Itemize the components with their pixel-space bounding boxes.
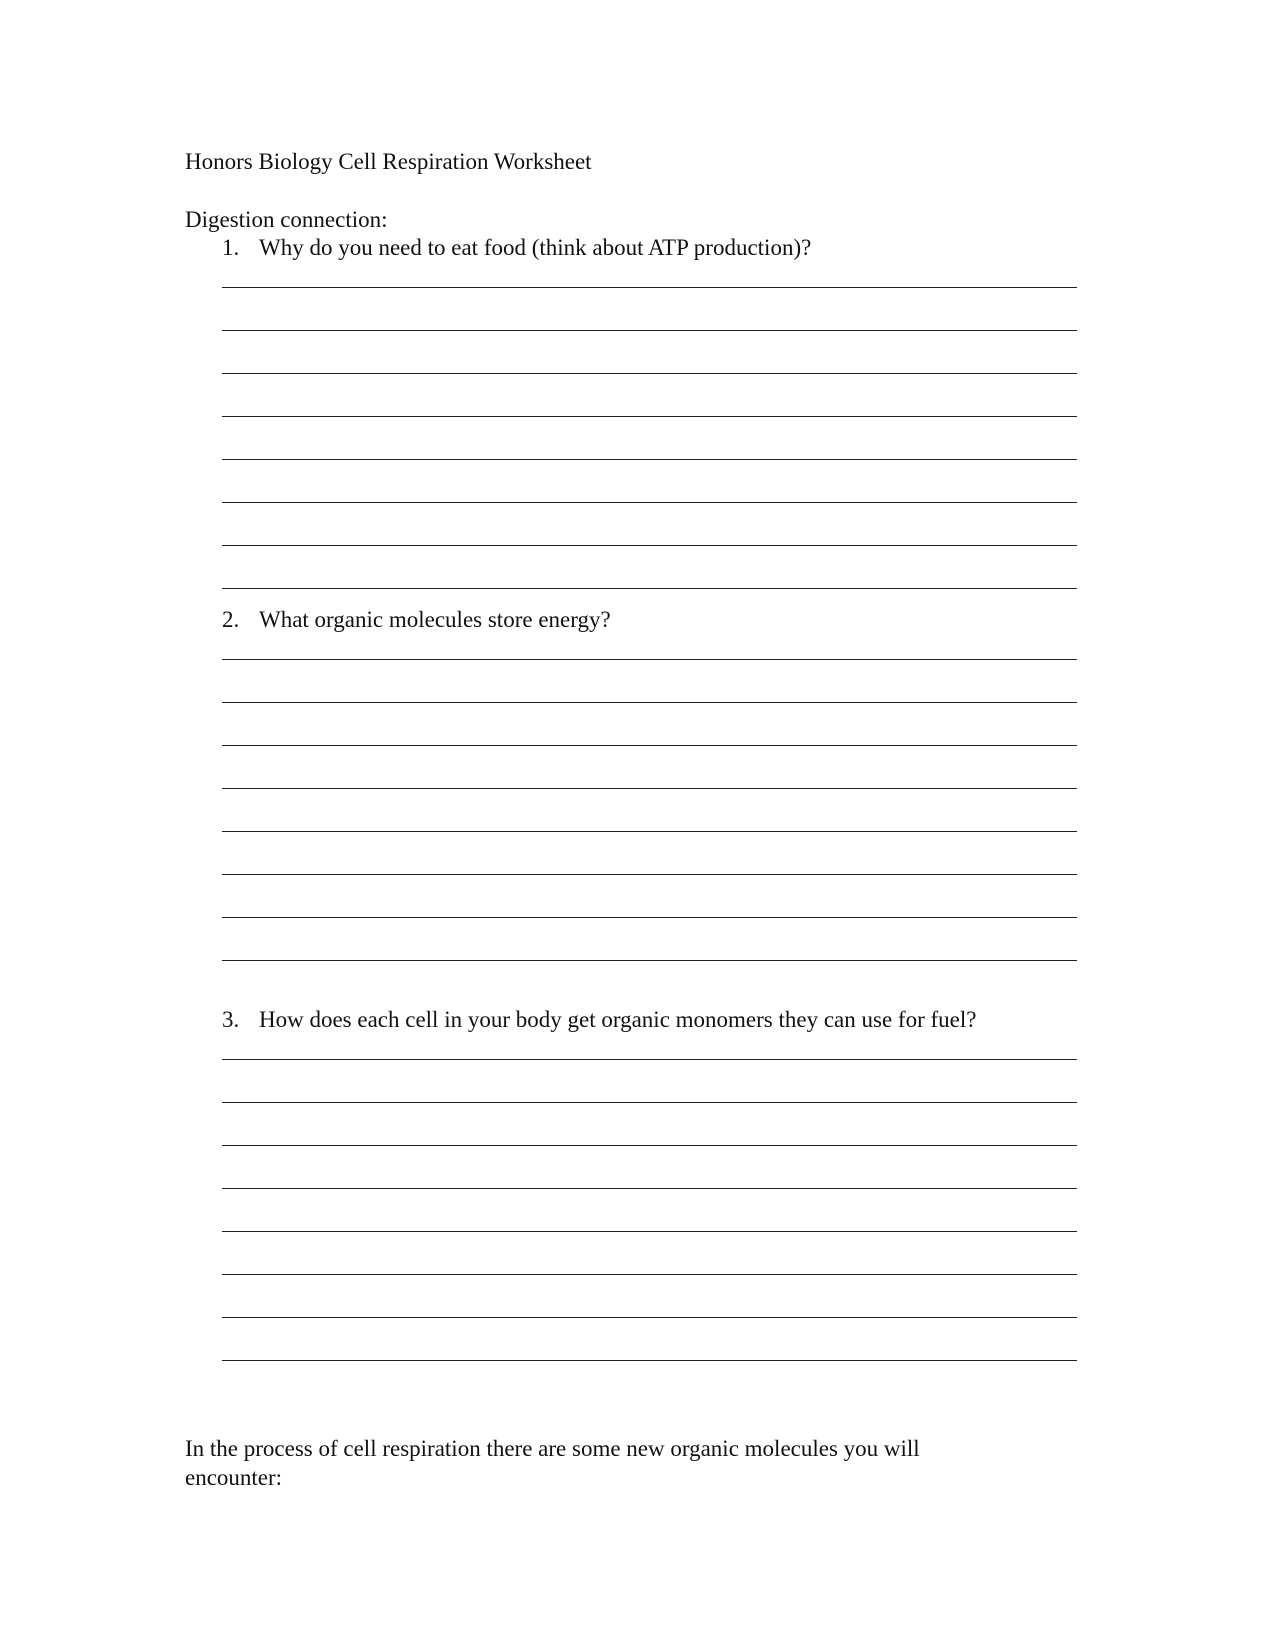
answer-line[interactable]	[222, 874, 1077, 875]
answer-line[interactable]	[222, 1102, 1077, 1103]
answer-line[interactable]	[222, 330, 1077, 331]
answer-line[interactable]	[222, 659, 1077, 660]
answer-line[interactable]	[222, 1145, 1077, 1146]
answer-line[interactable]	[222, 745, 1077, 746]
worksheet-title: Honors Biology Cell Respiration Worksheet	[185, 149, 592, 174]
question-text: Why do you need to eat food (think about ATP production)?	[259, 235, 812, 260]
section-heading: Digestion connection:	[185, 207, 388, 232]
answer-line[interactable]	[222, 287, 1077, 288]
answer-line[interactable]	[222, 1317, 1077, 1318]
answer-line[interactable]	[222, 459, 1077, 460]
answer-line[interactable]	[222, 831, 1077, 832]
answer-line[interactable]	[222, 1274, 1077, 1275]
answer-line[interactable]	[222, 1188, 1077, 1189]
answer-line[interactable]	[222, 502, 1077, 503]
answer-line[interactable]	[222, 588, 1077, 589]
answer-line[interactable]	[222, 545, 1077, 546]
answer-line[interactable]	[222, 1231, 1077, 1232]
question-number: 1.	[222, 235, 240, 260]
answer-line[interactable]	[222, 788, 1077, 789]
closing-paragraph-line-2: encounter:	[185, 1465, 283, 1490]
question-text: What organic molecules store energy?	[259, 607, 611, 632]
answer-line[interactable]	[222, 702, 1077, 703]
answer-line[interactable]	[222, 1360, 1077, 1361]
answer-line[interactable]	[222, 416, 1077, 417]
answer-line[interactable]	[222, 960, 1077, 961]
answer-line[interactable]	[222, 917, 1077, 918]
answer-line[interactable]	[222, 373, 1077, 374]
question-text: How does each cell in your body get organic monomers they can use for fuel?	[259, 1007, 977, 1032]
closing-paragraph-line-1: In the process of cell respiration there are some new organic molecules you will	[185, 1436, 920, 1461]
answer-line[interactable]	[222, 1059, 1077, 1060]
question-number: 2.	[222, 607, 240, 632]
question-number: 3.	[222, 1007, 240, 1032]
